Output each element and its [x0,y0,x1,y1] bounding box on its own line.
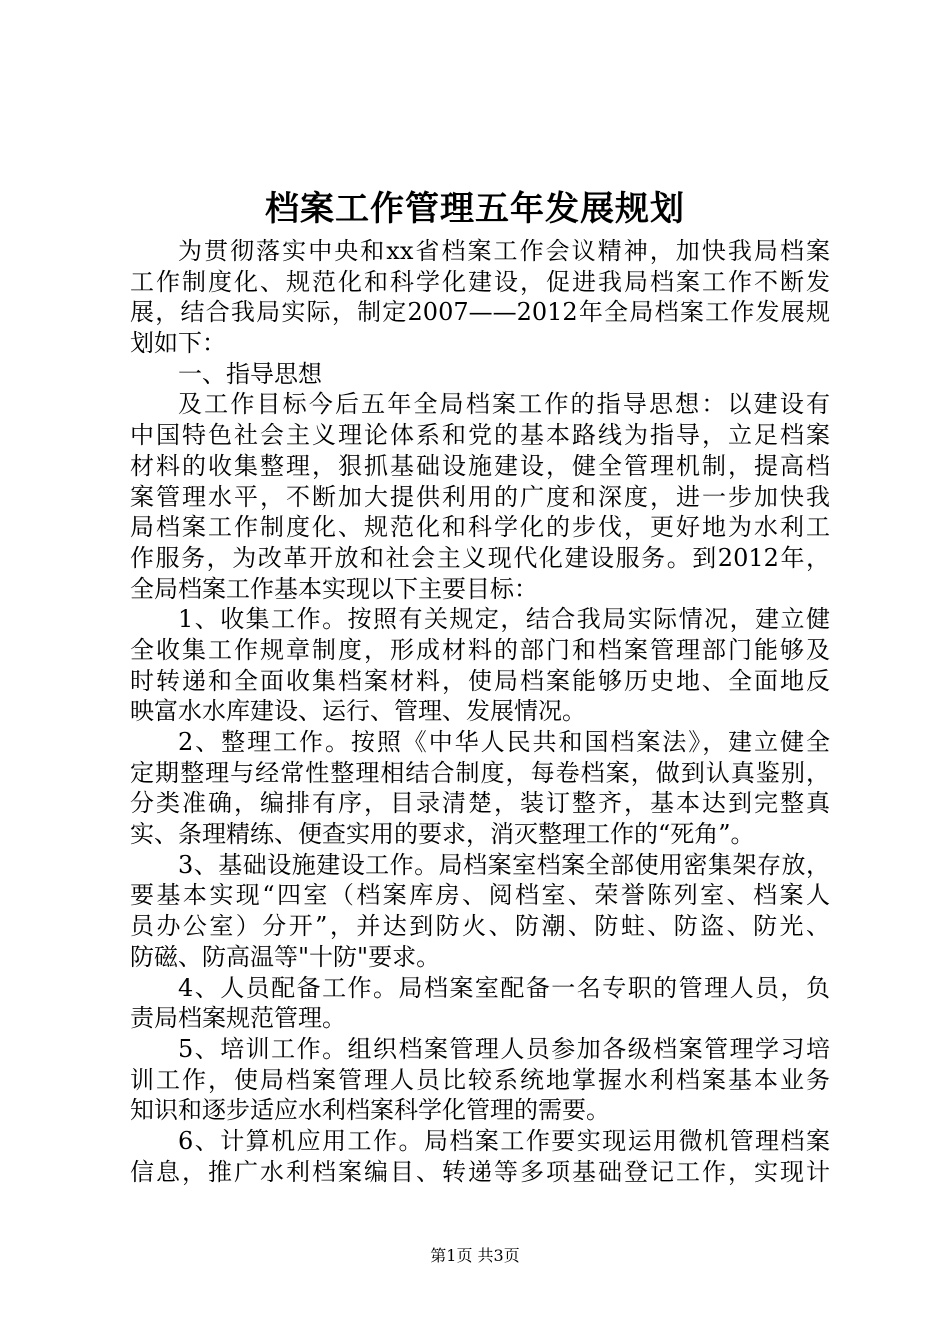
text-line: 2、整理工作。按照《中华人民共和国档案法》，建立健全 [178,728,830,756]
text-line: 责局档案规范管理。 [130,1004,346,1033]
text-line: 案管理水平，不断加大提供利用的广度和深度，进一步加快我 [130,482,830,511]
text-line: 及工作目标今后五年全局档案工作的指导思想：以建设有 [178,390,830,419]
text-line: 4、人员配备工作。局档案室配备一名专职的管理人员，负 [178,973,830,1002]
text-line: 定期整理与经常性整理相结合制度，每卷档案，做到认真鉴别， [130,758,830,787]
text-line: 防磁、防高温等"十防"要求。 [130,942,441,971]
text-line: 作服务，为改革开放和社会主义现代化建设服务。到2012年， [130,543,830,572]
text-line: 员办公室）分开”，并达到防火、防潮、防蛀、防盗、防光、 [130,912,830,941]
text-line: 分类准确，编排有序，目录清楚，装订整齐，基本达到完整真 [130,789,830,818]
text-line: 展，结合我局实际，制定2007——2012年全局档案工作发展规 [130,298,830,327]
text-line: 一、指导思想 [178,359,322,388]
text-line: 3、基础设施建设工作。局档案室档案全部使用密集架存放， [178,850,830,879]
text-line: 知识和逐步适应水利档案科学化管理的需要。 [130,1096,610,1125]
text-line: 中国特色社会主义理论体系和党的基本路线为指导，立足档案 [130,421,830,450]
text-line: 全局档案工作基本实现以下主要目标： [130,574,538,603]
page-number-footer: 第1页 共3页 [430,1246,520,1265]
text-line: 时转递和全面收集档案材料，使局档案能够历史地、全面地反 [130,666,830,695]
document-title: 档案工作管理五年发展规划 [265,189,685,229]
text-line: 1、收集工作。按照有关规定，结合我局实际情况，建立健 [178,605,830,634]
text-line: 训工作，使局档案管理人员比较系统地掌握水利档案基本业务 [130,1065,830,1094]
text-line: 5、培训工作。组织档案管理人员参加各级档案管理学习培 [178,1034,830,1063]
text-line: 映富水水库建设、运行、管理、发展情况。 [130,697,586,726]
text-line: 要基本实现“四室（档案库房、阅档室、荣誉陈列室、档案人 [130,881,830,910]
text-line: 划如下： [130,329,226,358]
text-line: 6、计算机应用工作。局档案工作要实现运用微机管理档案 [178,1126,830,1155]
text-line: 信息，推广水利档案编目、转递等多项基础登记工作，实现计 [130,1157,830,1186]
text-line: 为贯彻落实中央和xx省档案工作会议精神，加快我局档案 [178,237,830,265]
text-line: 全收集工作规章制度，形成材料的部门和档案管理部门能够及 [130,635,830,664]
text-line: 实、条理精练、便查实用的要求，消灭整理工作的“死角”。 [130,820,755,849]
document-body [130,236,830,1187]
text-line: 工作制度化、规范化和科学化建设，促进我局档案工作不断发 [130,267,830,296]
text-line: 局档案工作制度化、规范化和科学化的步伐，更好地为水利工 [130,513,830,542]
text-line: 材料的收集整理，狠抓基础设施建设，健全管理机制，提高档 [130,451,830,480]
